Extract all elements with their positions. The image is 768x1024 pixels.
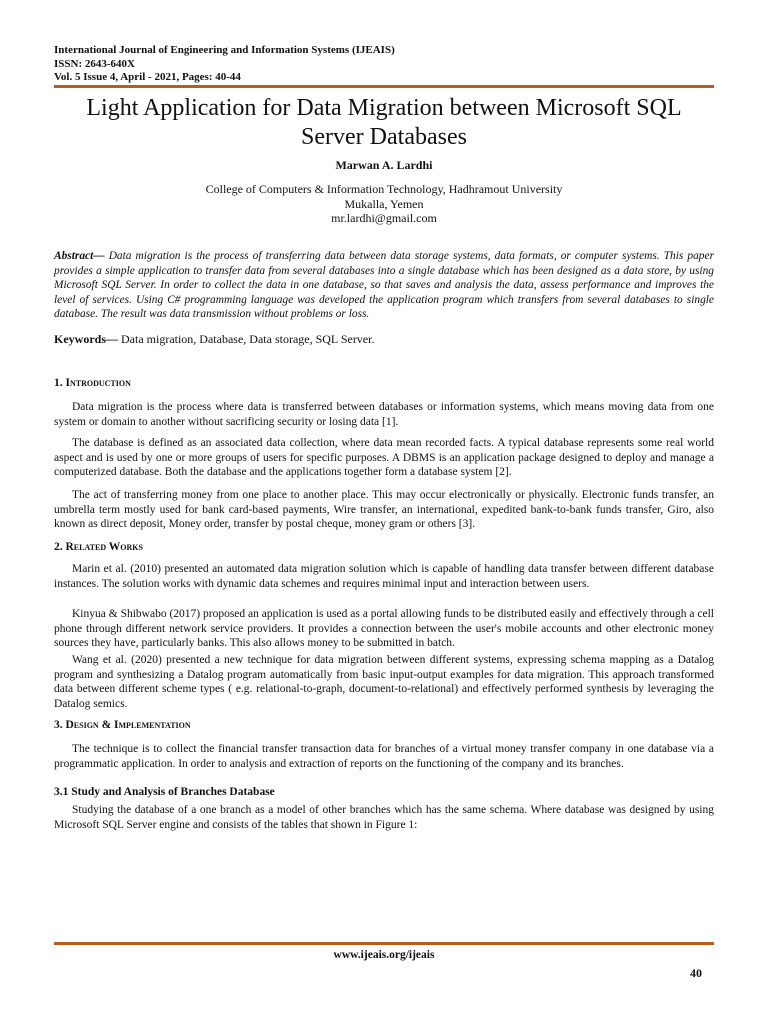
keywords-text: Data migration, Database, Data storage, SQL Server. [118,332,375,346]
design-paragraph-1: The technique is to collect the financial transfer transaction data for branches of a virtual money transfer company in one database via a programmatic application. In order to analysis and extraction of reports on the functioning of the company and its branches. [54,743,714,770]
affiliation-email[interactable]: mr.lardhi@gmail.com [331,211,437,225]
intro-paragraph-3: The act of transferring money from one place to another place. This may occur electronically or physically. Electronic funds transfer, an umbrella term mostly used for bank card-based payments, Wire transfer, an international, expedited bank-to-bank funds transfer, Giro, also known as direct deposit, Money order, transfer by postal cheque, money gram or others [3]. [54,489,714,531]
paper-author: Marwan A. Lardhi [335,158,433,172]
paper-title: Light Application for Data Migration between Microsoft SQL Server Databases [86,95,682,150]
affiliation-location: Mukalla, Yemen [344,196,424,211]
abstract-label: Abstract— [54,250,105,262]
related-paragraph-1: Marin et al. (2010) presented an automated data migration solution which is capable of handling data transfer between different database instances. The solution works with dynamic data schemes and requires minimal input and interaction between users. [54,563,714,590]
section-heading-related-works: 2. Related Works [54,541,143,553]
section-heading-design: 3. Design & Implementation [54,719,191,731]
subsection-3-1-paragraph: Studying the database of a one branch as a model of other branches which has the same schema. Where database was designed by using Microsoft SQL Server engine and consists of the tables that shown in Figure 1: [54,804,714,831]
abstract-text: Data migration is the process of transferring data between data storage systems, data formats, or computer systems. This paper provides a simple application to transfer data from several databases into a single database which has been designed as a data store, by using Microsoft SQL Server. In order to collect the data in one database, so that saves and analysis the data, assess performance and improves the level of services. Using C# programming language was developed the application program which transfers from several databases to single database. The result was data transmission without problems or loss. [54,250,714,321]
author-affiliation [54,182,714,226]
header-rule [54,85,714,88]
affiliation-institution: College of Computers & Information Technology, Hadhramout University [205,182,563,196]
keywords-label: Keywords— [54,332,118,346]
page-number: 40 [690,966,702,980]
journal-volume: Vol. 5 Issue 4, April - 2021, Pages: 40-44 [54,71,241,83]
related-paragraph-2: Kinyua & Shibwabo (2017) proposed an application is used as a portal allowing funds to be distributed easily and effectively through a cell phone through different network service providers. It provides a connection between the user's mobile accounts and other electronic money sources they have, particularly banks. This also allows money to be submitted in batch. [54,608,714,650]
journal-header [54,44,395,85]
footer-rule [54,942,714,945]
related-paragraph-3: Wang et al. (2020) presented a new technique for data migration between different systems, expressing schema mapping as a Datalog program and synthesizing a Datalog program automatically from basic input-output examples for data migration. This approach transformed data between different scheme types ( e.g. relational-to-graph, document-to-relational) and effectively performed synthesis by leveraging the Datalog semics. [54,654,714,710]
journal-issn: ISSN: 2643-640X [54,57,135,70]
abstract [54,249,714,322]
section-heading-introduction: 1. Introduction [54,377,131,389]
footer-url[interactable]: www.ijeais.org/ijeais [333,949,435,961]
subsection-heading-3-1: 3.1 Study and Analysis of Branches Database [54,786,275,798]
keywords [54,332,714,347]
journal-name: International Journal of Engineering and Information Systems (IJEAIS) [54,44,395,56]
intro-paragraph-1: Data migration is the process where data is transferred between databases or information systems, which means moving data from one system or domain to another without sacrificing security or losing data [1]. [54,401,714,428]
intro-paragraph-2: The database is defined as an associated data collection, where data mean recorded facts. A typical database represents some real world aspect and is used by one or more groups of users for specific purposes. A DBMS is an application package designed to deploy and manage a computerized database. Both the database and the applications together form a database system [2]. [54,437,714,479]
